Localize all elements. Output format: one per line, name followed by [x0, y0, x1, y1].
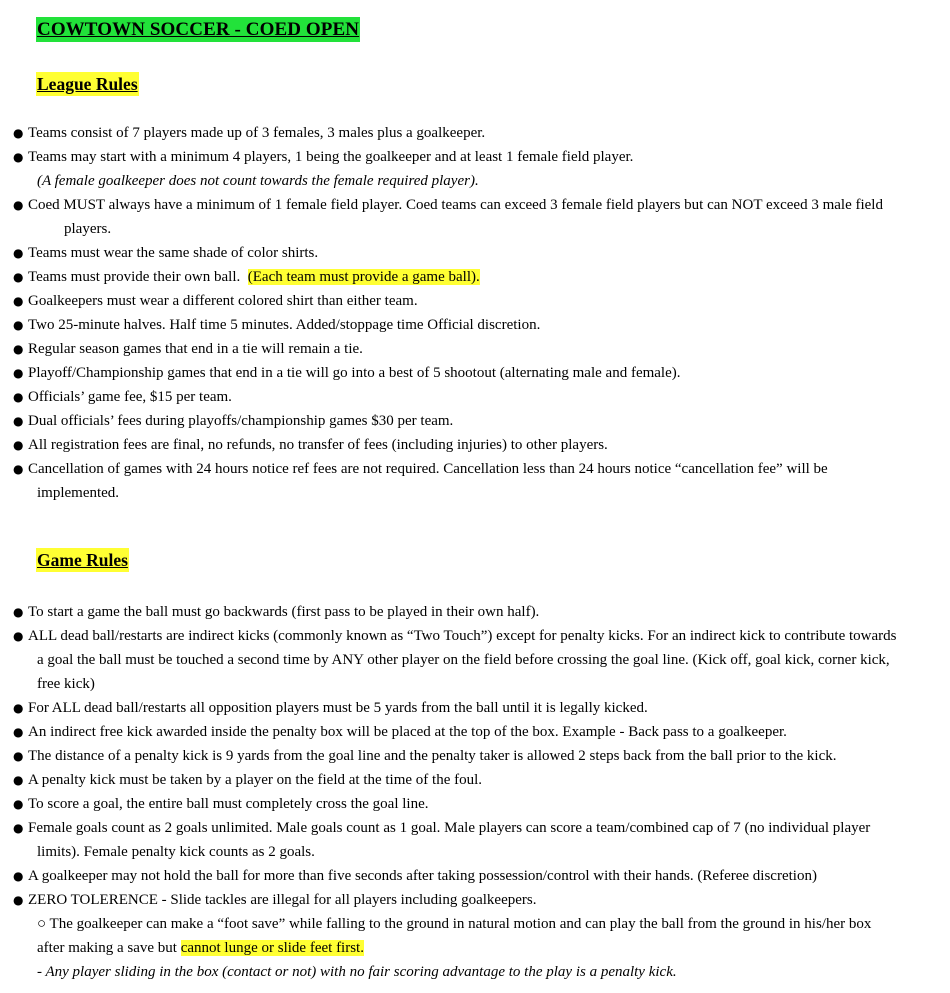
bullet-icon: ●: [13, 246, 24, 260]
bullet-icon: ●: [13, 701, 24, 715]
page-title: COWTOWN SOCCER - COED OPEN: [37, 19, 360, 40]
list-item: ● The distance of a penalty kick is 9 yards from the goal line and the penalty taker is allowed 2 steps back from the ball prior to the kick.: [0, 744, 937, 768]
list-item: ● Playoff/Championship games that end in a tie will go into a best of 5 shootout (alternating male and female).: [0, 361, 937, 385]
bullet-icon: ●: [13, 797, 24, 811]
bullet-icon: ●: [13, 390, 24, 404]
list-item: ● ZERO TOLERENCE - Slide tackles are illegal for all players including goalkeepers.: [0, 888, 937, 912]
list-item: ● Teams consist of 7 players made up of 3 females, 3 males plus a goalkeeper.: [0, 121, 937, 145]
sub-list-item: ○ The goalkeeper can make a “foot save” while falling to the ground in natural motion and can play the ball from the ground in his/her box: [37, 916, 872, 932]
bullet-icon: ●: [13, 198, 24, 212]
bullet-icon: ●: [13, 749, 24, 763]
game-ball-highlight: (Each team must provide a game ball).: [247, 269, 480, 285]
bullet-icon: ●: [13, 725, 24, 739]
list-item-continuation: players.: [64, 221, 112, 237]
list-item-continuation: free kick): [37, 676, 95, 692]
list-item: ● Coed MUST always have a minimum of 1 female field player. Coed teams can exceed 3 female field players but can NOT exceed 3 male field: [0, 193, 937, 217]
bullet-icon: ●: [13, 126, 24, 140]
game-rules-heading: Game Rules: [37, 550, 128, 570]
league-rules-list: [0, 121, 945, 505]
bullet-icon: ●: [13, 821, 24, 835]
list-item: ● Teams may start with a minimum 4 players, 1 being the goalkeeper and at least 1 female field player.: [0, 145, 937, 169]
list-item: ● Goalkeepers must wear a different colored shirt than either team.: [0, 289, 937, 313]
list-item: ● ALL dead ball/restarts are indirect kicks (commonly known as “Two Touch”) except for penalty kicks. For an indirect kick to contribute towards: [0, 624, 941, 648]
bullet-icon: ●: [13, 893, 24, 907]
list-item: ● Teams must wear the same shade of color shirts.: [0, 241, 937, 265]
bullet-icon: ●: [13, 366, 24, 380]
bullet-icon: ●: [13, 629, 24, 643]
hollow-circle-icon: ○: [37, 916, 47, 932]
bullet-icon: ●: [13, 414, 24, 428]
list-item: ● Female goals count as 2 goals unlimited. Male goals count as 1 goal. Male players can score a team/combined cap of 7 (no individual player: [0, 816, 937, 840]
bullet-icon: ●: [13, 438, 24, 452]
sub-list-item-continuation: after making a save but cannot lunge or slide feet first.: [37, 940, 364, 956]
list-item: ● To start a game the ball must go backwards (first pass to be played in their own half).: [0, 600, 937, 624]
list-item: ● To score a goal, the entire ball must completely cross the goal line.: [0, 792, 937, 816]
list-item: ● A goalkeeper may not hold the ball for more than five seconds after taking possession/control with their hands. (Referee discretion): [0, 864, 937, 888]
list-item-continuation: limits). Female penalty kick counts as 2 goals.: [37, 844, 315, 860]
game-rules-list: [0, 600, 945, 984]
slide-feet-highlight: cannot lunge or slide feet first.: [180, 940, 364, 956]
list-item: ● Two 25-minute halves. Half time 5 minutes. Added/stoppage time Official discretion.: [0, 313, 937, 337]
bullet-icon: ●: [13, 270, 24, 284]
list-item-continuation: a goal the ball must be touched a second time by ANY other player on the field before crossing the goal line. (Kick off, goal kick, corner kick,: [37, 652, 890, 668]
list-item: ● All registration fees are final, no refunds, no transfer of fees (including injuries) to other players.: [0, 433, 937, 457]
list-item: ● An indirect free kick awarded inside the penalty box will be placed at the top of the box. Example - Back pass to a goalkeeper.: [0, 720, 937, 744]
list-item: ● Officials’ game fee, $15 per team.: [0, 385, 937, 409]
list-item: ● Dual officials’ fees during playoffs/championship games $30 per team.: [0, 409, 937, 433]
list-item: ● Cancellation of games with 24 hours notice ref fees are not required. Cancellation less than 24 hours notice “cancellation fee” will be: [0, 457, 937, 481]
bullet-icon: ●: [13, 773, 24, 787]
league-rules-heading: League Rules: [37, 74, 138, 94]
bullet-icon: ●: [13, 462, 24, 476]
bullet-icon: ●: [13, 150, 24, 164]
list-item: ● Teams must provide their own ball. (Each team must provide a game ball).: [0, 265, 937, 289]
penalty-kick-note: - Any player sliding in the box (contact or not) with no fair scoring advantage to the play is a penalty kick.: [37, 964, 677, 980]
bullet-icon: ●: [13, 869, 24, 883]
list-item-continuation: implemented.: [37, 485, 120, 501]
female-goalkeeper-note: (A female goalkeeper does not count towards the female required player).: [37, 173, 479, 189]
bullet-icon: ●: [13, 318, 24, 332]
bullet-icon: ●: [13, 605, 24, 619]
list-item: ● Regular season games that end in a tie will remain a tie.: [0, 337, 937, 361]
bullet-icon: ●: [13, 342, 24, 356]
list-item: ● For ALL dead ball/restarts all opposition players must be 5 yards from the ball until it is legally kicked.: [0, 696, 937, 720]
bullet-icon: ●: [13, 294, 24, 308]
list-item: ● A penalty kick must be taken by a player on the field at the time of the foul.: [0, 768, 937, 792]
